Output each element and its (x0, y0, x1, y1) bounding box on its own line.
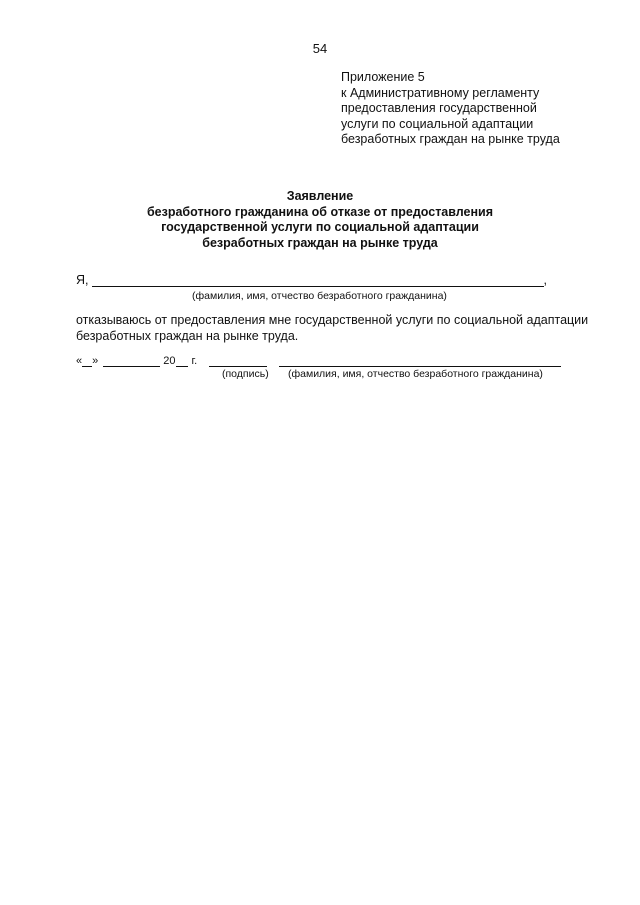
appendix-header (341, 70, 560, 148)
document-title (0, 189, 640, 251)
statement-line: безработных граждан на рынке труда. (76, 329, 299, 343)
appendix-line: Приложение 5 (341, 70, 425, 84)
appendix-line: услуги по социальной адаптации (341, 116, 534, 131)
appendix-line: к Административному регламенту (341, 85, 540, 100)
appendix-line: безработных граждан на рынке труда (341, 132, 560, 146)
name-caption: (фамилия, имя, отчество безработного гражданина) (192, 290, 447, 302)
date-close-quote: » (92, 355, 99, 367)
month-blank-line[interactable] (103, 354, 160, 367)
year-prefix: 20 (163, 355, 176, 367)
name-blank-line[interactable] (92, 274, 544, 287)
year-blank-line[interactable] (176, 354, 188, 367)
signature-blank-line[interactable] (209, 354, 267, 367)
date-signature-row (76, 354, 561, 367)
signer-name-caption: (фамилия, имя, отчество безработного гражданина) (288, 368, 543, 380)
statement-text (76, 312, 588, 344)
page-number: 54 (312, 41, 328, 56)
year-suffix: г. (191, 355, 198, 367)
name-row (76, 273, 547, 287)
signer-name-blank-line[interactable] (279, 354, 561, 367)
title-line: Заявление (286, 189, 354, 203)
title-line: государственной услуги по социальной адаптации (161, 220, 479, 234)
title-line: безработного гражданина об отказе от предоставления (146, 204, 494, 219)
statement-line: отказываюсь от предоставления мне государственной услуги по социальной адаптации (76, 313, 589, 327)
date-open-quote: « (76, 355, 83, 367)
signature-caption: (подпись) (222, 368, 269, 380)
title-line: безработных граждан на рынке труда (202, 235, 438, 250)
day-blank-line[interactable] (82, 354, 92, 367)
name-suffix: , (543, 273, 547, 287)
name-prefix: Я, (76, 273, 89, 287)
appendix-line: предоставления государственной (341, 101, 537, 115)
